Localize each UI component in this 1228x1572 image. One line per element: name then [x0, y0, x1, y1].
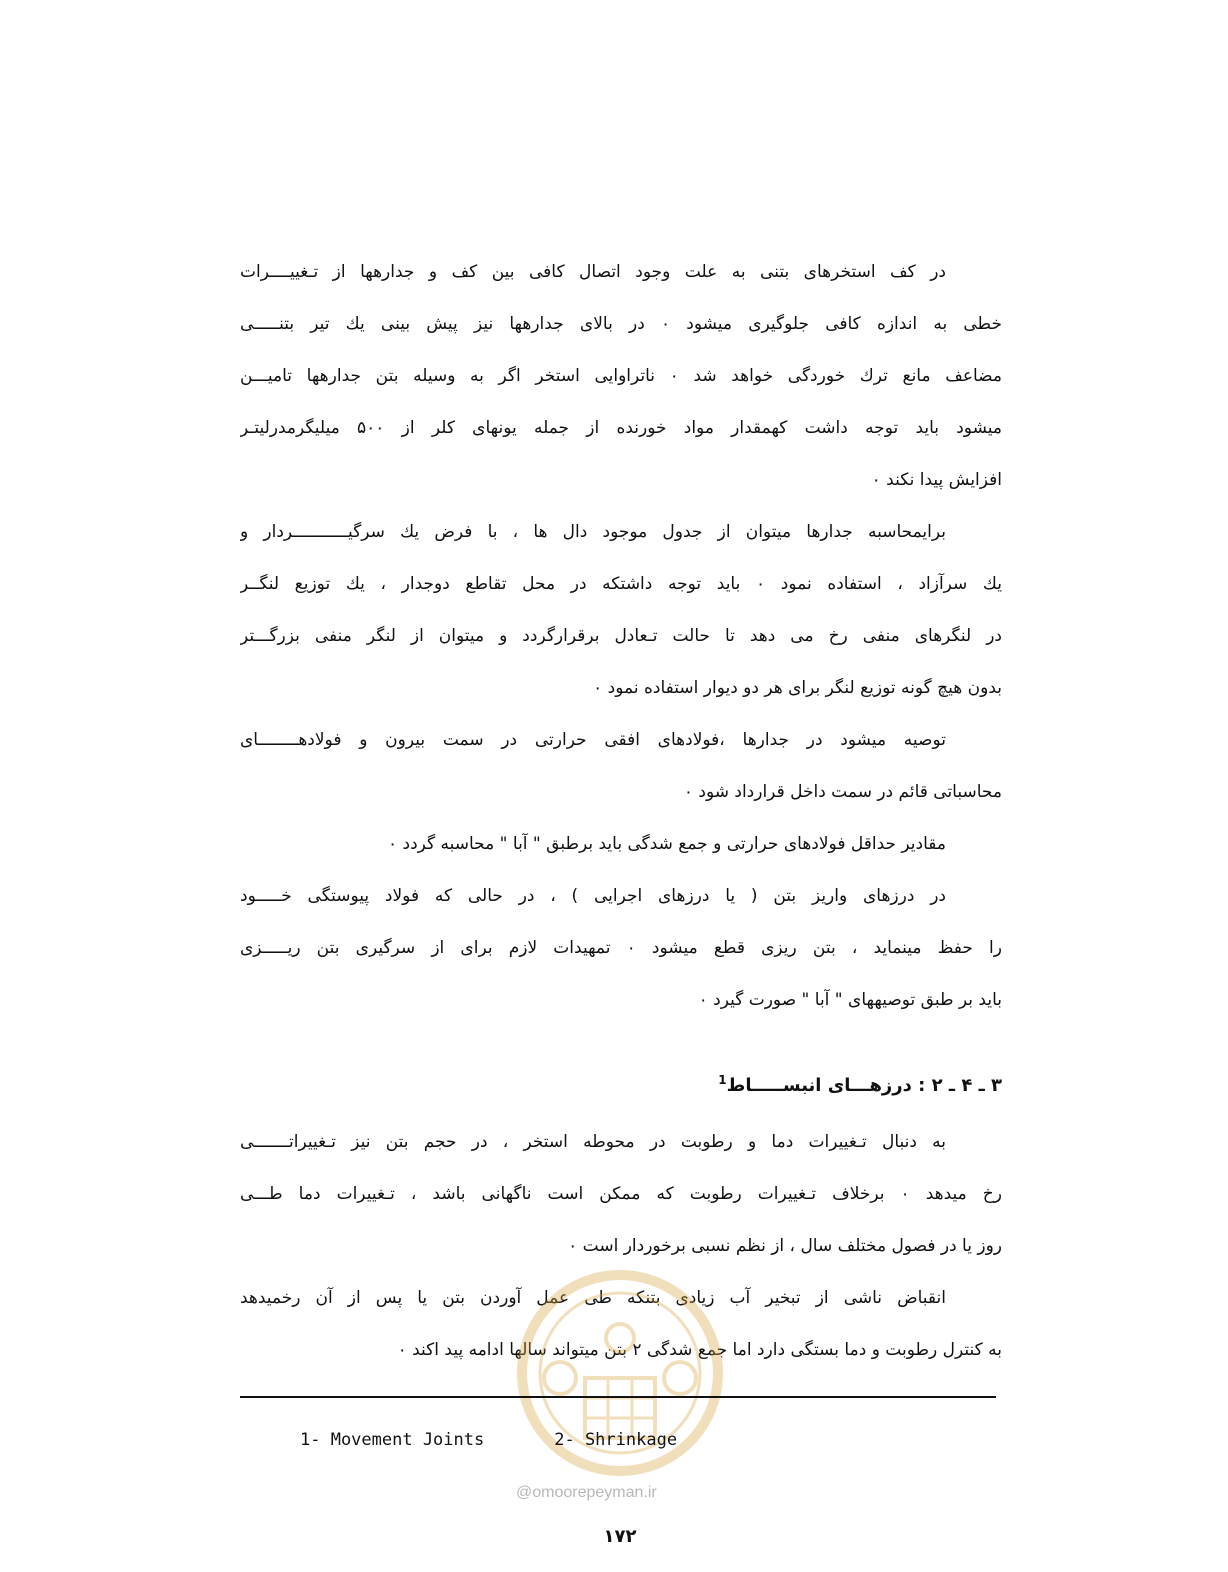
text-line: به کنترل رطوبت و دما بستگی دارد اما جمع شدگی ۲ بتن میتواند سالها ادامه پید اکند ۰	[397, 1340, 1002, 1360]
footnote-2: 2- Shrinkage	[554, 1430, 678, 1450]
section-paragraph-1	[240, 1116, 1002, 1272]
paragraph-1	[240, 246, 1002, 506]
paragraph-4	[240, 818, 1002, 870]
text-line: در لنگرهای منفی رخ می دهد تا حالت تـعادل برقرارگردد و میتوان از لنگر منفی بزرگـــتر	[240, 626, 1002, 646]
text-line: در درزهای واریز بتن ( یا درزهای اجرایی ) ، در حالی که فولاد پیوستگی خـــــود	[240, 886, 946, 906]
paragraph-3	[240, 714, 1002, 818]
footnote-1: 1- Movement Joints	[300, 1430, 485, 1450]
text-line: مقادیر حداقل فولادهای حرارتی و جمع شدگی باید برطبق " آبا " محاسبه گردد ۰	[387, 834, 946, 854]
text-line: توصیه میشود در جدارها ،فولادهای افقی حرارتی در سمت بیرون و فولادهــــــــای	[240, 730, 946, 750]
heading-footnote-marker: 1	[718, 1073, 727, 1087]
text-line: افزایش پیدا نکند ۰	[871, 470, 1002, 490]
page-number: ۱۷۲	[603, 1526, 637, 1547]
text-line: به دنبال تـغییرات دما و رطوبت در محوطه استخر ، در حجم بتن نیز تـغییراتـــــــی	[240, 1132, 946, 1152]
text-line: روز یا در فصول مختلف سال ، از نظم نسبی برخوردار است ۰	[568, 1236, 1002, 1256]
section-heading	[240, 1056, 1002, 1104]
paragraph-2	[240, 506, 1002, 714]
paragraph-5	[240, 870, 1002, 1026]
text-line: باید بر طبق توصیههای " آبا " صورت گیرد ۰	[698, 990, 1002, 1010]
watermark-url: @omoorepeyman.ir	[516, 1484, 657, 1501]
text-line: محاسباتی قائم در سمت داخل قرارداد شود ۰	[683, 782, 1002, 802]
text-line: خطی به اندازه کافی جلوگیری میشود ۰ در بالای جدارهها نیز پیش بینی یك تیر بتنـــــی	[240, 314, 1002, 334]
body-text-block	[240, 246, 1002, 1026]
text-line: میشود باید توجه داشت کهمقدار مواد خورنده از جمله یونهای کلر از ۵۰۰ میلیگرمدرلیتـر	[240, 418, 1002, 438]
footnote-divider	[240, 1396, 996, 1398]
section-heading-text: ۳ ـ ۴ ـ ۲ : درزهـــای انبســـــاط	[726, 1075, 1002, 1096]
footnotes	[300, 1430, 900, 1460]
text-line: مضاعف مانع ترك خوردگی خواهد شد ۰ ناتراوایی استخر اگر به وسیله بتن جدارهها تامیـــن	[240, 366, 1002, 386]
text-line: برایمحاسبه جدارها میتوان از جدول موجود دال ها ، با فرض یك سرگیـــــــــــردار و	[240, 522, 946, 542]
text-line: یك سرآزاد ، استفاده نمود ۰ باید توجه داشتکه در محل تقاطع دوجدار ، یك توزیع لنگــر	[240, 574, 1002, 594]
text-line: رخ میدهد ۰ برخلاف تـغییرات رطوبت که ممکن است ناگهانی باشد ، تـغییرات دما طـــی	[240, 1184, 1002, 1204]
text-line: انقباض ناشی از تبخیر آب زیادی بتنکه طی عمل آوردن بتن یا پس از آن رخمیدهد	[240, 1288, 946, 1308]
text-line: در کف استخرهای بتنی به علت وجود اتصال کافی بین کف و جدارهها از تـغییــــرات	[240, 262, 946, 282]
text-line: را حفظ مینماید ، بتن ریزی قطع میشود ۰ تمهیدات لازم برای از سرگیری بتن ریـــــزی	[240, 938, 1002, 958]
text-line: بدون هیچ گونه توزیع لنگر برای هر دو دیوار استفاده نمود ۰	[593, 678, 1002, 698]
